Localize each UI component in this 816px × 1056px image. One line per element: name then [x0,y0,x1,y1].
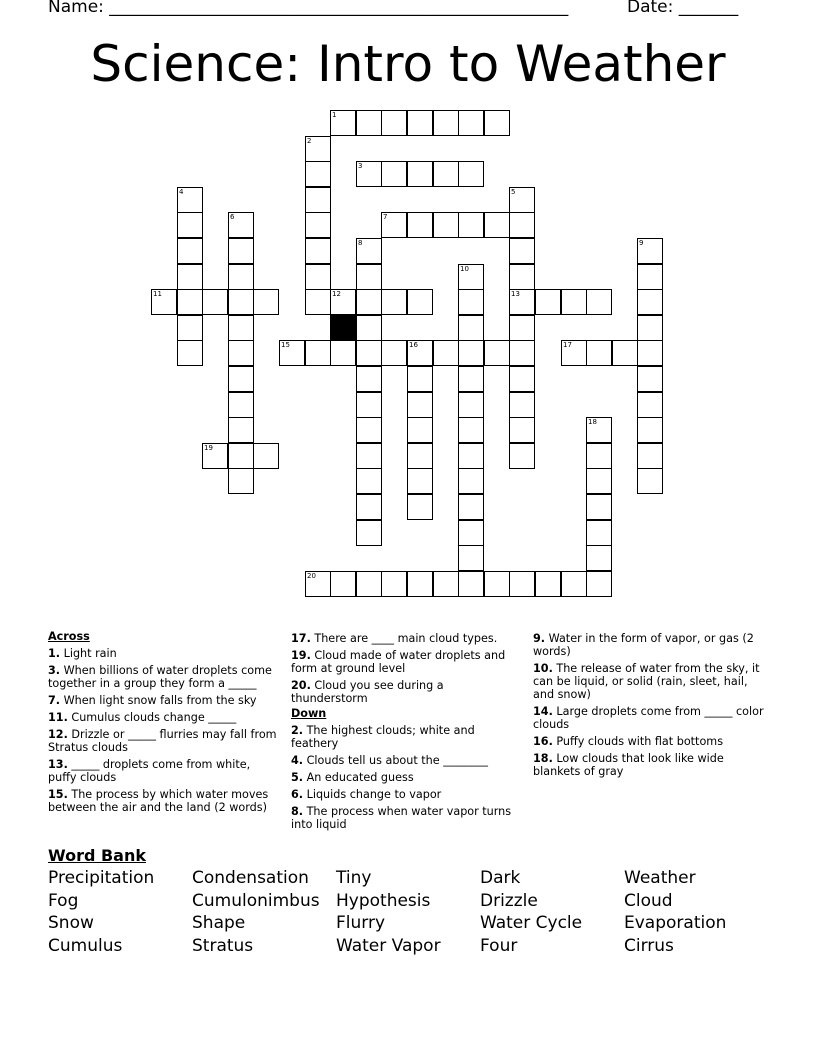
clue-text: Clouds tell us about the ________ [303,754,488,767]
crossword-cell[interactable] [228,289,254,315]
crossword-cell[interactable] [305,238,331,264]
cell-number: 5 [511,188,516,196]
clue-text: Liquids change to vapor [303,788,442,801]
word-bank-item: Cumulus [48,936,123,956]
crossword-cell[interactable] [637,468,663,494]
crossword-cell[interactable] [458,443,484,469]
crossword-cell[interactable] [458,571,484,597]
cell-number: 17 [563,341,572,349]
across-clue [48,647,280,660]
cell-number: 11 [153,290,162,298]
crossword-cell[interactable] [177,289,203,315]
crossword-cell[interactable] [535,571,561,597]
crossword-cell[interactable] [202,289,228,315]
clue-number: 17. [291,632,311,645]
clue-text: The process by which water moves between the air and the land (2 words) [48,788,269,814]
across-clue [48,728,280,754]
word-bank-item: Drizzle [480,891,538,911]
crossword-cell[interactable] [484,340,510,366]
clue-text: Light rain [60,647,117,660]
clue-number: 16. [533,735,553,748]
crossword-cell[interactable] [509,289,535,315]
crossword-cell[interactable] [407,340,433,366]
crossword-cell[interactable] [407,392,433,418]
clue-number: 6. [291,788,304,801]
crossword-cell[interactable] [228,315,254,341]
crossword-cell[interactable] [509,443,535,469]
crossword-cell[interactable] [509,392,535,418]
crossword-cell[interactable] [228,212,254,238]
crossword-cell[interactable] [637,315,663,341]
clue-text: An educated guess [303,771,414,784]
crossword-cell[interactable] [509,264,535,290]
clue-text: Cumulus clouds change _____ [67,711,237,724]
crossword-cell[interactable] [407,289,433,315]
crossword-cell[interactable] [407,494,433,520]
word-bank-item: Evaporation [624,913,727,933]
word-bank-item: Stratus [192,936,254,956]
clue-number: 19. [291,649,311,662]
crossword-cell[interactable] [458,289,484,315]
down-clue [533,735,765,748]
crossword-cell[interactable] [484,571,510,597]
word-bank-item: Condensation [192,868,309,888]
crossword-cell[interactable] [356,264,382,290]
down-clue [533,705,765,731]
crossword-cell[interactable] [407,110,433,136]
page-title: Science: Intro to Weather [90,35,726,93]
crossword-cell[interactable] [305,289,331,315]
crossword-cell[interactable] [407,212,433,238]
crossword-cell[interactable] [228,443,254,469]
cell-number: 19 [204,444,213,452]
word-bank-item: Hypothesis [336,891,431,911]
crossword-cell[interactable] [356,392,382,418]
crossword-cell[interactable] [151,289,177,315]
clues-column-3 [533,628,765,778]
crossword-cell[interactable] [509,366,535,392]
crossword-cell[interactable] [305,340,331,366]
crossword-cell[interactable] [586,468,612,494]
crossword-cell[interactable] [381,161,407,187]
crossword-cell[interactable] [381,340,407,366]
crossword-cell[interactable] [305,571,331,597]
crossword-cell[interactable] [305,161,331,187]
crossword-cell[interactable] [356,289,382,315]
crossword-cell[interactable] [356,520,382,546]
crossword-cell[interactable] [356,417,382,443]
crossword-cell[interactable] [637,443,663,469]
crossword-cell[interactable] [228,417,254,443]
clue-text: When light snow falls from the sky [60,694,257,707]
clue-text: Large droplets come from _____ color clouds [533,705,764,731]
word-bank-item: Dark [480,868,521,888]
clue-number: 13. [48,758,68,771]
crossword-cell[interactable] [484,212,510,238]
crossword-cell[interactable] [356,340,382,366]
down-clue [291,724,523,750]
clues-column-1 [48,628,280,814]
crossword-cell[interactable] [637,238,663,264]
crossword-cell[interactable] [356,238,382,264]
word-bank-item: Water Cycle [480,913,583,933]
crossword-cell[interactable] [330,340,356,366]
clue-number: 3. [48,664,61,677]
cell-number: 2 [307,137,312,145]
crossword-cell[interactable] [458,392,484,418]
clue-text: Puffy clouds with flat bottoms [552,735,724,748]
cell-number: 18 [588,418,597,426]
down-clue [291,754,523,767]
crossword-cell[interactable] [586,494,612,520]
crossword-cell[interactable] [228,340,254,366]
crossword-cell[interactable] [458,315,484,341]
crossword-cell[interactable] [381,571,407,597]
crossword-cell[interactable] [458,110,484,136]
crossword-cell[interactable] [330,289,356,315]
crossword-cell[interactable] [381,212,407,238]
clue-text: _____ droplets come from white, puffy clouds [48,758,251,784]
crossword-cell[interactable] [586,289,612,315]
clue-text: There are ____ main cloud types. [310,632,498,645]
crossword-cell[interactable] [433,110,459,136]
crossword-cell[interactable] [177,212,203,238]
down-clue [291,805,523,831]
across-clue [48,788,280,814]
cell-number: 4 [179,188,184,196]
clue-number: 4. [291,754,304,767]
crossword-cell[interactable] [433,161,459,187]
cell-number: 1 [332,111,337,119]
crossword-cell[interactable] [330,571,356,597]
crossword-cell[interactable] [228,468,254,494]
clue-number: 12. [48,728,68,741]
crossword-cell[interactable] [612,340,638,366]
crossword-cell[interactable] [509,187,535,213]
crossword-cell[interactable] [458,494,484,520]
clues-column-2 [291,628,523,831]
crossword-cell[interactable] [381,289,407,315]
cell-number: 9 [639,239,644,247]
crossword-cell[interactable] [561,289,587,315]
crossword-cell[interactable] [458,212,484,238]
crossword-cell[interactable] [330,110,356,136]
clue-number: 15. [48,788,68,801]
clue-number: 10. [533,662,553,675]
word-bank-item: Snow [48,913,94,933]
clue-text: The release of water from the sky, it can be liquid, or solid (rain, sleet, hail, and snow) [533,662,760,701]
crossword-cell[interactable] [407,366,433,392]
cell-number: 12 [332,290,341,298]
cell-number: 16 [409,341,418,349]
crossword-cell[interactable] [433,340,459,366]
crossword-cell[interactable] [586,443,612,469]
down-clue [291,788,523,801]
clue-number: 7. [48,694,61,707]
crossword-cell[interactable] [433,571,459,597]
cell-number: 20 [307,572,316,580]
crossword-cell[interactable] [253,443,279,469]
crossword-cell[interactable] [458,366,484,392]
crossword-cell[interactable] [356,366,382,392]
clue-number: 8. [291,805,304,818]
clue-number: 2. [291,724,304,737]
crossword-cell[interactable] [637,366,663,392]
crossword-cell[interactable] [177,187,203,213]
crossword-cell[interactable] [458,161,484,187]
clue-number: 5. [291,771,304,784]
crossword-cell[interactable] [228,264,254,290]
crossword-cell[interactable] [228,238,254,264]
down-clue [533,632,765,658]
crossword-cell[interactable] [305,136,331,162]
crossword-cell[interactable] [458,468,484,494]
clue-text: Drizzle or _____ flurries may fall from Stratus clouds [48,728,277,754]
clue-number: 11. [48,711,68,724]
word-bank-item: Tiny [336,868,372,888]
across-clue [291,632,523,645]
cell-number: 7 [383,213,388,221]
word-bank-item: Flurry [336,913,386,933]
crossword-cell[interactable] [177,238,203,264]
crossword-cell[interactable] [484,110,510,136]
across-clue [48,758,280,784]
crossword-cell[interactable] [509,238,535,264]
crossword-cell[interactable] [561,571,587,597]
crossword-cell[interactable] [356,110,382,136]
across-clue [291,679,523,705]
clue-text: When billions of water droplets come together in a group they form a _____ [48,664,272,690]
crossword-cell[interactable] [458,520,484,546]
cell-number: 8 [358,239,363,247]
across-clue [291,649,523,675]
crossword-cell[interactable] [407,443,433,469]
crossword-cell[interactable] [407,161,433,187]
across-clue [48,664,280,690]
word-bank-item: Precipitation [48,868,155,888]
crossword-cell[interactable] [177,340,203,366]
crossword-cell[interactable] [509,340,535,366]
crossword-cell[interactable] [305,264,331,290]
cell-number: 6 [230,213,235,221]
word-bank-title: Word Bank [48,846,147,865]
clue-number: 18. [533,752,553,765]
cell-number: 13 [511,290,520,298]
crossword-cell[interactable] [228,366,254,392]
crossword-cell[interactable] [509,212,535,238]
crossword-cell[interactable] [356,468,382,494]
clue-text: Water in the form of vapor, or gas (2 words) [533,632,754,658]
crossword-cell[interactable] [458,264,484,290]
cell-number: 3 [358,162,363,170]
crossword-cell[interactable] [253,289,279,315]
clue-number: 9. [533,632,546,645]
word-bank-item: Cloud [624,891,673,911]
crossword-cell[interactable] [458,545,484,571]
clue-text: Cloud you see during a thunderstorm [291,679,444,705]
crossword-cell[interactable] [637,264,663,290]
crossword-cell[interactable] [356,571,382,597]
crossword-cell[interactable] [458,340,484,366]
crossword-cell[interactable] [177,264,203,290]
word-bank-item: Weather [624,868,696,888]
crossword-cell[interactable] [356,315,382,341]
crossword-cell[interactable] [637,340,663,366]
crossword-cell[interactable] [637,417,663,443]
down-heading: Down [291,707,327,720]
crossword-cell[interactable] [586,417,612,443]
crossword-cell[interactable] [509,315,535,341]
crossword-cell[interactable] [305,212,331,238]
word-bank-item: Fog [48,891,79,911]
clue-text: Cloud made of water droplets and form at ground level [291,649,506,675]
crossword-cell[interactable] [458,417,484,443]
crossword-cell[interactable] [637,289,663,315]
clue-text: The process when water vapor turns into liquid [291,805,512,831]
down-clue [291,771,523,784]
down-clue [533,752,765,778]
cell-number: 10 [460,265,469,273]
crossword-cell[interactable] [228,392,254,418]
clue-text: The highest clouds; white and feathery [291,724,475,750]
crossword-cell[interactable] [509,571,535,597]
clue-text: Low clouds that look like wide blankets of gray [533,752,724,778]
crossword-cell[interactable] [535,289,561,315]
crossword-cell[interactable] [586,545,612,571]
crossword-cell[interactable] [509,417,535,443]
down-clue [533,662,765,701]
crossword-cell[interactable] [637,392,663,418]
across-clue [48,711,280,724]
word-bank-item: Shape [192,913,246,933]
word-bank-item: Water Vapor [336,936,441,956]
crossword-cell[interactable] [586,571,612,597]
crossword-cell[interactable] [356,161,382,187]
crossword-cell[interactable] [381,110,407,136]
crossword-cell[interactable] [407,417,433,443]
crossword-cell[interactable] [586,340,612,366]
crossword-cell[interactable] [177,315,203,341]
date-field-label: Date: _______ [627,0,739,17]
black-square [330,315,356,341]
crossword-cell[interactable] [356,494,382,520]
across-heading: Across [48,630,90,643]
crossword-cell[interactable] [561,340,587,366]
crossword-cell[interactable] [279,340,305,366]
crossword-cell[interactable] [305,187,331,213]
clue-number: 1. [48,647,61,660]
crossword-cell[interactable] [586,520,612,546]
crossword-cell[interactable] [202,443,228,469]
across-clue [48,694,280,707]
cell-number: 15 [281,341,290,349]
crossword-cell[interactable] [433,212,459,238]
word-bank-item: Four [480,936,518,956]
name-field-label: Name: ______________________________________________________ [48,0,569,17]
clue-number: 14. [533,705,553,718]
crossword-cell[interactable] [356,443,382,469]
word-bank-item: Cumulonimbus [192,891,320,911]
crossword-cell[interactable] [407,468,433,494]
word-bank-item: Cirrus [624,936,674,956]
clue-number: 20. [291,679,311,692]
crossword-cell[interactable] [407,571,433,597]
